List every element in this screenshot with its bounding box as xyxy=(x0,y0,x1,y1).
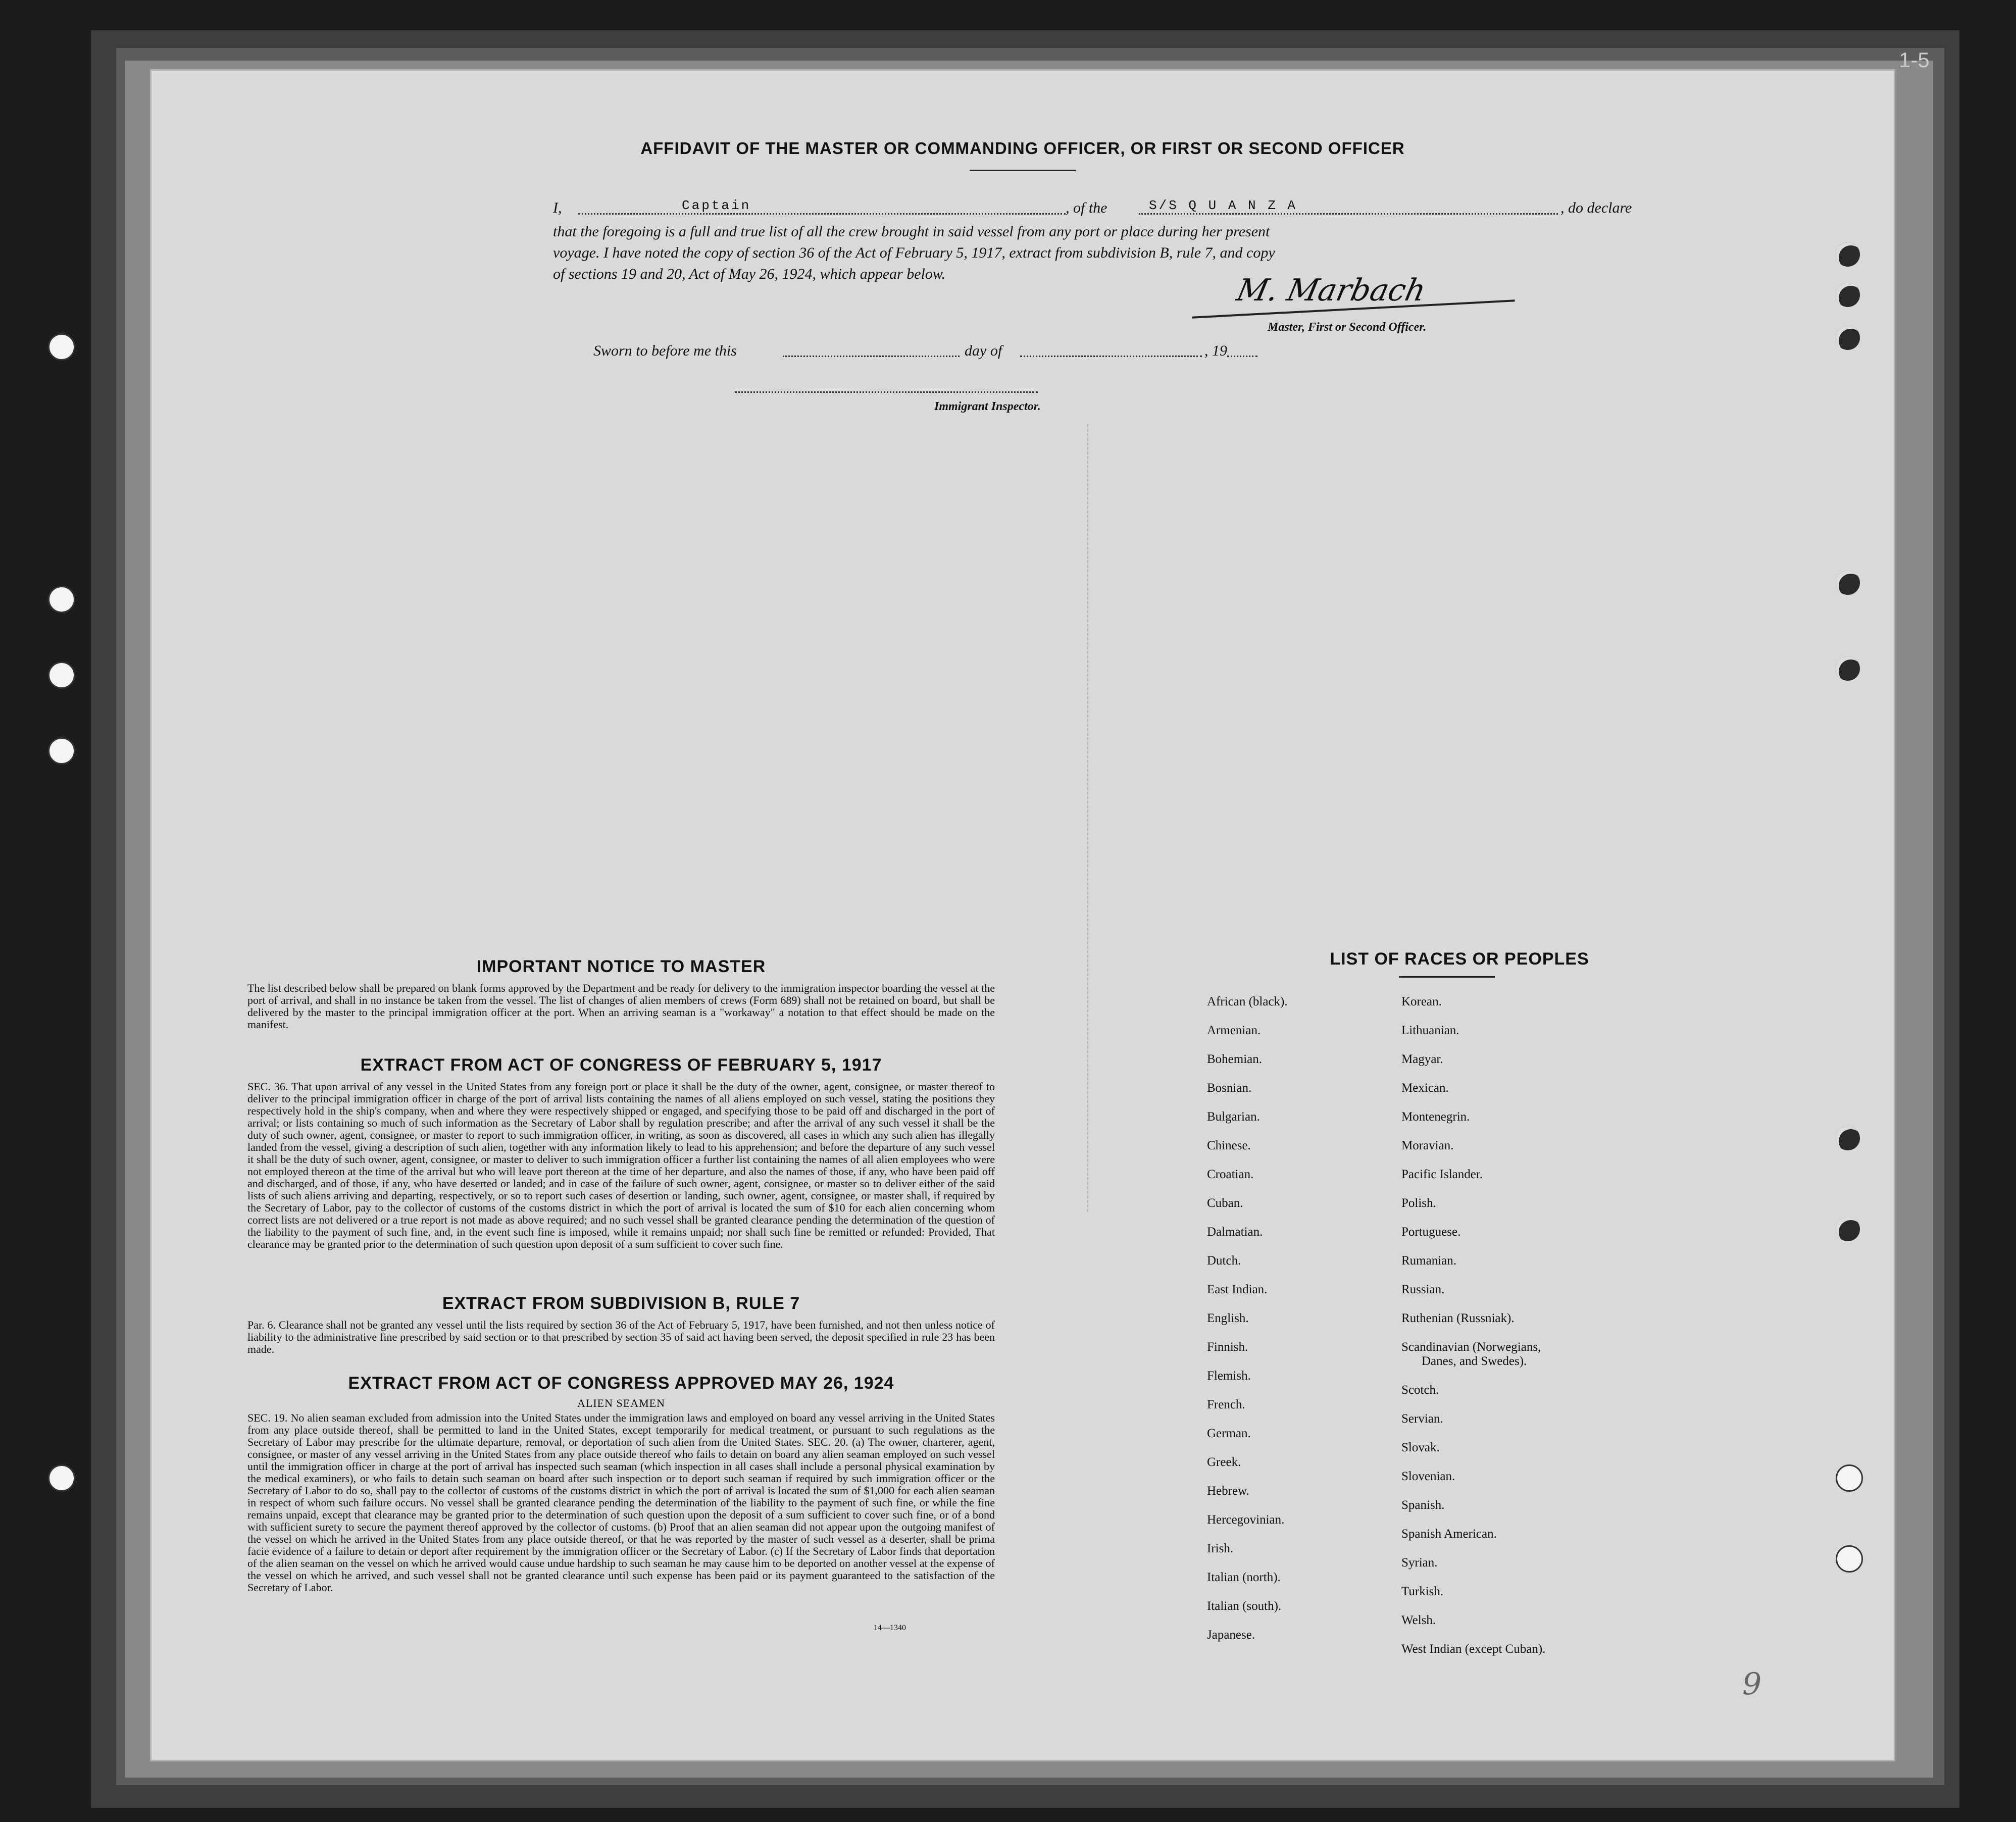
year-label: , 19 xyxy=(1204,342,1227,359)
race-item: Moravian. xyxy=(1401,1139,1454,1152)
race-item: Polish. xyxy=(1401,1196,1436,1210)
race-item: Flemish. xyxy=(1207,1369,1251,1383)
extract-1917-body: SEC. 36. That upon arrival of any vessel in the United States from any foreign port or place it shall be the duty of the owner, agent, consignee, or master thereof to deliver to the principal immigration officer in charge of the port of arrival lists containing the names of all aliens employed on such vessel, stating the positions they respectively hold in the ship's company, when and where they were respectively shipped or engaged, and specifying those to be paid off and discharged in the port of arrival; or lists containing so much of such information as the Secretary of Labor shall by regulation prescribe; and after the arrival of any such vessel it shall be the duty of such owner, agent, consignee, or master to report to such immigration officer, in writing, as soon as discovered, all cases in which any such alien has illegally landed from the vessel, giving a description of such alien, together with any information likely to lead to his apprehension; and before the departure of any such vessel it shall be the duty of such owner, agent, consignee, or master to deliver to such immigration officer a further list containing the names of all alien employees who were not employed thereon at the time of the arrival but who will leave port thereon at the time of her departure, and also the names of those, if any, who have been paid off and discharged, and of those, if any, who have deserted or landed; and in case of the failure of such owner, agent, consignee, or master so to deliver either of the said lists of such aliens arriving and departing, respectively, or so to report such cases of desertion or landing, such owner, agent, consignee, or master shall, if required by the Secretary of Labor, pay to the collector of customs of the customs district in which the port of arrival is located the sum of $10 for each alien concerning whom correct lists are not delivered or a true report is not made as above required; and no such vessel shall be granted clearance pending the determination of the question of the liability to the payment of such fine, and, in the event such fine is imposed, while it remains unpaid; nor shall such fine be remitted or refunded: Provided, That clearance may be granted prior to the determination of such question upon deposit of a sum sufficient to cover such fine. xyxy=(247,1080,995,1250)
race-item: Armenian. xyxy=(1207,1024,1261,1037)
extract-rule7-body: Par. 6. Clearance shall not be granted any vessel until the lists required by section 36 of the Act of February 5, 1917, have been furnished, and not then unless notice of liability to the administrative fine prescribed by said section or to that prescribed by section 35 of said act having been served, the deposit specified in rule 23 has been made. xyxy=(247,1319,995,1355)
binder-hole xyxy=(48,333,75,361)
affidavit-title: AFFIDAVIT OF THE MASTER OR COMMANDING OFFICER, OR FIRST OR SECOND OFFICER xyxy=(640,139,1405,158)
binder-hole xyxy=(1836,1545,1863,1573)
race-item: Finnish. xyxy=(1207,1340,1248,1354)
binder-hole xyxy=(1836,1464,1863,1492)
affidavit-i: I, xyxy=(553,199,562,216)
year-line xyxy=(1227,356,1257,357)
race-item: Spanish. xyxy=(1401,1498,1445,1512)
race-item: West Indian (except Cuban). xyxy=(1401,1642,1546,1656)
vessel-name: S/S Q U A N Z A xyxy=(1149,198,1298,213)
race-item: English. xyxy=(1207,1311,1249,1325)
inspector-caption: Immigrant Inspector. xyxy=(934,400,1041,413)
rank-line xyxy=(578,213,1066,215)
binder-hole xyxy=(1836,283,1860,307)
race-item: French. xyxy=(1207,1398,1245,1411)
race-item: Croatian. xyxy=(1207,1168,1254,1181)
day-of-label: day of xyxy=(965,342,1002,359)
race-item: Ruthenian (Russniak). xyxy=(1401,1311,1515,1325)
signature-caption: Master, First or Second Officer. xyxy=(1268,321,1427,334)
extract-rule7-title: EXTRACT FROM SUBDIVISION B, RULE 7 xyxy=(442,1294,800,1313)
race-item: East Indian. xyxy=(1207,1283,1268,1296)
race-item: Syrian. xyxy=(1401,1556,1438,1570)
race-item: Rumanian. xyxy=(1401,1254,1457,1268)
binder-hole xyxy=(48,662,75,689)
race-item: Bulgarian. xyxy=(1207,1110,1260,1124)
race-item: Chinese. xyxy=(1207,1139,1251,1152)
races-title: LIST OF RACES OR PEOPLES xyxy=(1330,949,1589,969)
vessel-line xyxy=(1139,213,1558,215)
inspector-line xyxy=(735,391,1038,393)
race-item: Hebrew. xyxy=(1207,1484,1249,1498)
race-item: Magyar. xyxy=(1401,1052,1443,1066)
rank-value: Captain xyxy=(682,198,751,213)
declare-label: , do declare xyxy=(1560,199,1632,216)
race-item: Spanish American. xyxy=(1401,1527,1497,1541)
divider xyxy=(1399,976,1495,978)
race-item: Slovenian. xyxy=(1401,1470,1455,1483)
divider xyxy=(970,170,1076,171)
race-item: Welsh. xyxy=(1401,1613,1436,1627)
binder-hole xyxy=(1836,1126,1860,1150)
of-the-label: , of the xyxy=(1066,199,1107,216)
race-item: Lithuanian. xyxy=(1401,1024,1459,1037)
race-item: Servian. xyxy=(1401,1412,1443,1426)
race-item: Italian (south). xyxy=(1207,1599,1282,1613)
race-item: Italian (north). xyxy=(1207,1571,1281,1584)
sworn-date-line xyxy=(783,356,960,357)
notice-body: The list described below shall be prepared on blank forms approved by the Department and be ready for delivery to the immigration inspector boarding the vessel at the port of arrival, and shall in no instance be taken from the vessel. The list of changes of alien members of crews (Form 689) shall not be retained on board, but shall be delivered by the master to the principal immigration officer at the port. When an arriving seaman is a "workaway" a notation to that effect should be made on the manifest. xyxy=(247,982,995,1031)
extract-1924-body: SEC. 19. No alien seaman excluded from admission into the United States under the immigration laws and employed on board any vessel arriving in the United States from any place outside thereof, shall be permitted to land in the United States, except temporarily for medical treatment, or pursuant to such regulations as the Secretary of Labor may prescribe for the ultimate departure, removal, or deportation of such alien from the United States. SEC. 20. (a) The owner, charterer, agent, consignee, or master of any vessel arriving in the United States from any place outside thereof who fails to detain on board any alien seaman employed on such vessel until the immigration officer in charge at the port of arrival has inspected such seaman (which inspection in all cases shall include a personal physical examination by the medical examiners), or who fails to detain such seaman on board after such inspection or to deport such seaman if required by such immigration officer or the Secretary of Labor to do so, shall pay to the collector of customs of the customs district in which the port of arrival is located the sum of $1,000 for each alien seaman in respect of whom such failure occurs. No vessel shall be granted clearance pending the determination of the liability to the payment of such fine, or while the fine remains unpaid, except that clearance may be granted prior to the determination of such question upon the deposit of a sum sufficient to cover such fine, or of a bond with sufficient surety to secure the payment thereof approved by the collector of customs. (b) Proof that an alien seaman did not appear upon the outgoing manifest of the vessel on which he arrived in the United States from any place outside thereof, or that he was reported by the master of such vessel as a deserter, shall be prima facie evidence of a failure to detain or deport after requirement by the immigration officer or the Secretary of Labor. (c) If the Secretary of Labor finds that deportation of the alien seaman on the vessel on which he arrived would cause undue hardship to such seaman he may cause him to be deported on another vessel at the expense of the vessel on which he arrived, and such vessel shall not be granted clearance until such expense has been paid or its payment guaranteed to the satisfaction of the Secretary of Labor. xyxy=(247,1411,995,1594)
month-line xyxy=(1020,356,1202,357)
race-item: Scandinavian (Norwegians, xyxy=(1401,1340,1541,1354)
race-item: African (black). xyxy=(1207,995,1288,1008)
race-item: Hercegovinian. xyxy=(1207,1513,1285,1527)
race-item: Mexican. xyxy=(1401,1081,1449,1095)
binder-hole xyxy=(1836,1217,1860,1241)
race-item: Russian. xyxy=(1401,1283,1445,1296)
race-item: Dutch. xyxy=(1207,1254,1241,1268)
race-item: Pacific Islander. xyxy=(1401,1168,1483,1181)
race-item: Slovak. xyxy=(1401,1441,1440,1454)
binder-hole xyxy=(1836,326,1860,350)
document-page xyxy=(152,71,1894,1760)
affidavit-line3: voyage. I have noted the copy of section 36 of the Act of February 5, 1917, extract from subdivision B, rule 7, and copy xyxy=(553,244,1275,261)
race-item: Danes, and Swedes). xyxy=(1422,1354,1527,1368)
race-item: Portuguese. xyxy=(1401,1225,1461,1239)
race-item: Greek. xyxy=(1207,1455,1241,1469)
binder-hole xyxy=(1836,242,1860,267)
race-item: Scotch. xyxy=(1401,1383,1439,1397)
form-number: 14—1340 xyxy=(874,1624,906,1632)
margin-note: 1-5 xyxy=(1899,48,1930,72)
master-signature: M. Marbach xyxy=(1233,273,1429,308)
notice-title: IMPORTANT NOTICE TO MASTER xyxy=(476,957,766,976)
fold-line xyxy=(1087,424,1088,1212)
binder-hole xyxy=(48,737,75,765)
race-item: Japanese. xyxy=(1207,1628,1255,1642)
extract-1924-title: EXTRACT FROM ACT OF CONGRESS APPROVED MAY 26, 1924 xyxy=(348,1374,894,1393)
race-item: Bohemian. xyxy=(1207,1052,1263,1066)
extract-1924-subtitle: ALIEN SEAMEN xyxy=(577,1397,665,1409)
race-item: Cuban. xyxy=(1207,1196,1243,1210)
race-item: Dalmatian. xyxy=(1207,1225,1263,1239)
race-item: Irish. xyxy=(1207,1542,1234,1555)
race-item: Montenegrin. xyxy=(1401,1110,1470,1124)
affidavit-line2: that the foregoing is a full and true list of all the crew brought in said vessel from any port or place during her present xyxy=(553,223,1270,240)
race-item: Bosnian. xyxy=(1207,1081,1252,1095)
extract-1917-title: EXTRACT FROM ACT OF CONGRESS OF FEBRUARY 5, 1917 xyxy=(360,1055,882,1075)
binder-hole xyxy=(48,586,75,613)
corner-number: 9 xyxy=(1742,1666,1762,1702)
affidavit-line4: of sections 19 and 20, Act of May 26, 1924, which appear below. xyxy=(553,266,946,282)
binder-hole xyxy=(1836,571,1860,595)
race-item: German. xyxy=(1207,1427,1251,1440)
race-item: Turkish. xyxy=(1401,1585,1444,1598)
race-item: Korean. xyxy=(1401,995,1442,1008)
binder-hole xyxy=(48,1464,75,1492)
binder-hole xyxy=(1836,656,1860,681)
sworn-label: Sworn to before me this xyxy=(593,342,737,359)
